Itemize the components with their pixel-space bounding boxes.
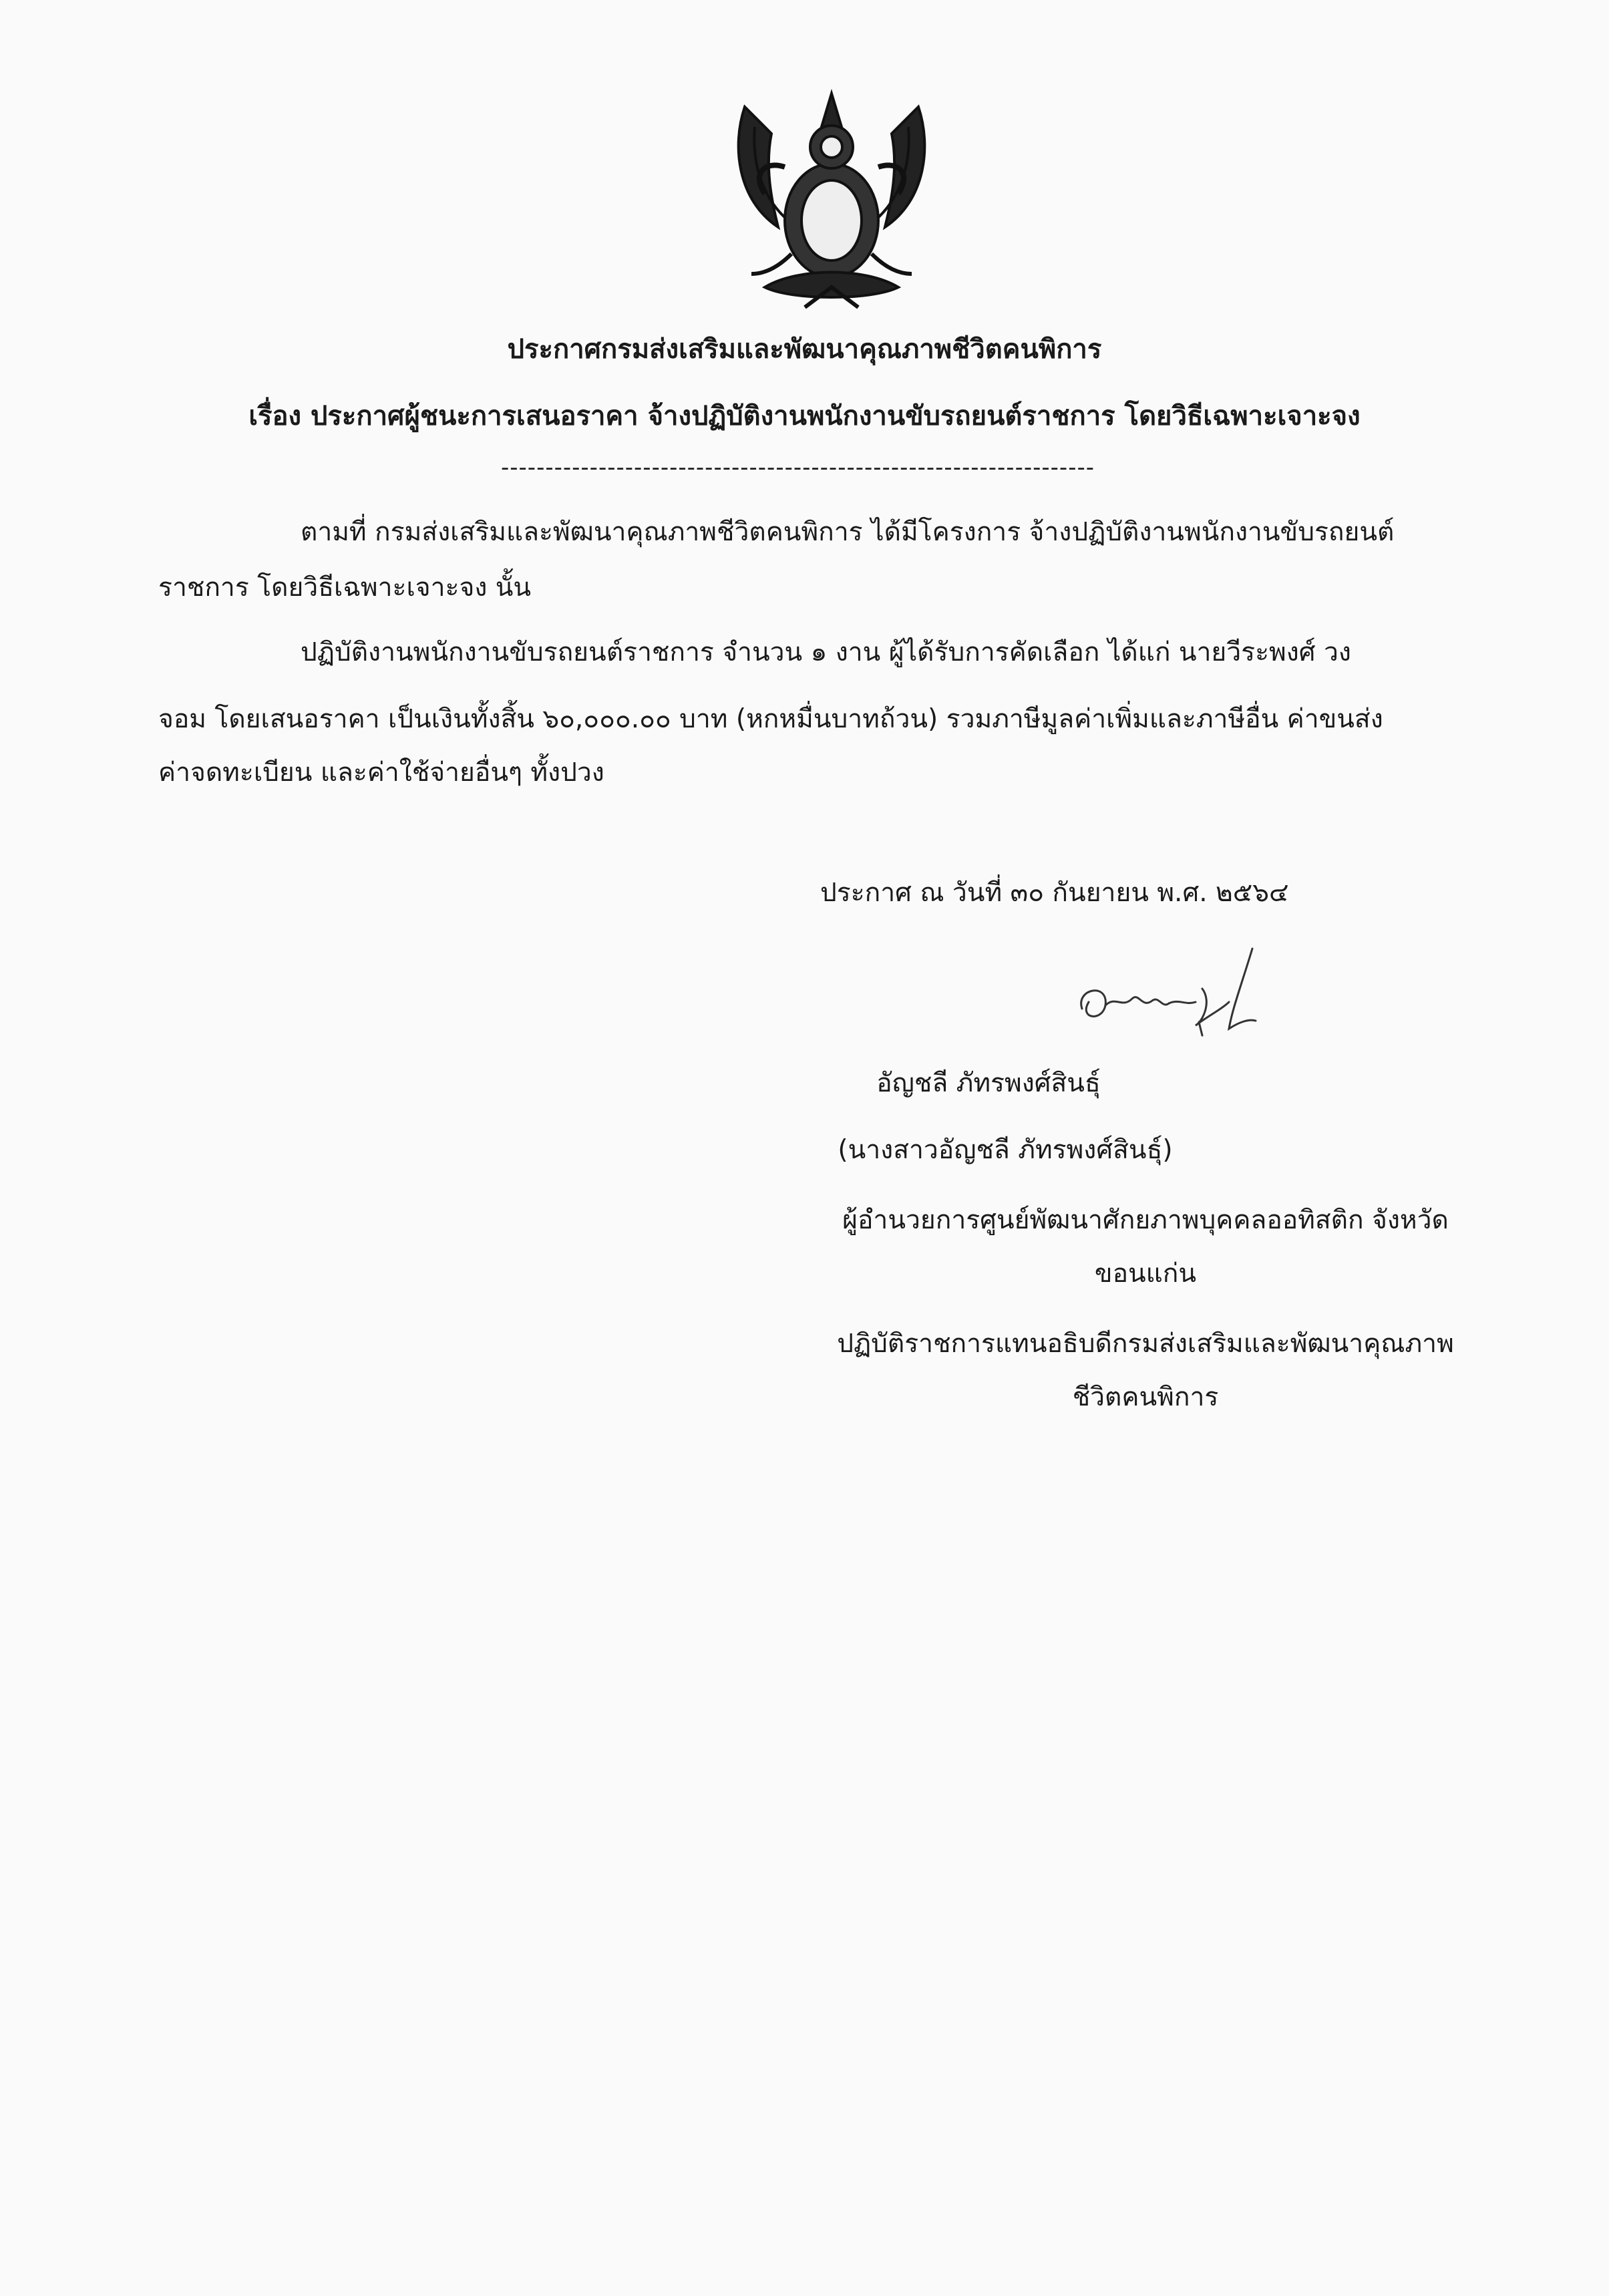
signer-position-line-1: ผู้อำนวยการศูนย์พัฒนาศักยภาพบุคคลออทิสติก จังหวัด bbox=[842, 1205, 1449, 1235]
paragraph-1-line-2: ราชการ โดยวิธีเฉพาะเจาะจง นั้น bbox=[158, 572, 532, 603]
title-divider: ------------------------------------------------------------------- bbox=[501, 454, 1095, 481]
signature-icon bbox=[1069, 942, 1269, 1049]
signer-position-line-3: ปฏิบัติราชการแทนอธิบดีกรมส่งเสริมและพัฒนาคุณภาพ bbox=[837, 1329, 1454, 1359]
signer-printed-name: อัญชลี ภัทรพงศ์สินธุ์ bbox=[876, 1068, 1101, 1098]
signer-full-name: (นางสาวอัญชลี ภัทรพงศ์สินธุ์) bbox=[838, 1135, 1173, 1165]
announcement-title: ประกาศกรมส่งเสริมและพัฒนาคุณภาพชีวิตคนพิการ bbox=[507, 334, 1102, 365]
signer-position-line-4: ชีวิตคนพิการ bbox=[1072, 1382, 1219, 1412]
announcement-subject: เรื่อง ประกาศผู้ชนะการเสนอราคา จ้างปฏิบัติงานพนักงานขับรถยนต์ราชการ โดยวิธีเฉพาะเจาะจง bbox=[248, 401, 1361, 432]
garuda-emblem-icon bbox=[725, 87, 938, 321]
paragraph-2-line-1: ปฏิบัติงานพนักงานขับรถยนต์ราชการ จำนวน ๑ งาน ผู้ได้รับการคัดเลือก ได้แก่ นายวีระพงศ์ วง bbox=[301, 637, 1351, 667]
announcement-date: ประกาศ ณ วันที่ ๓๐ กันยายน พ.ศ. ๒๕๖๔ bbox=[820, 878, 1289, 908]
paragraph-1-line-1: ตามที่ กรมส่งเสริมและพัฒนาคุณภาพชีวิตคนพิการ ได้มีโครงการ จ้างปฏิบัติงานพนักงานขับรถยนต์ bbox=[301, 517, 1395, 547]
paragraph-2-line-2: จอม โดยเสนอราคา เป็นเงินทั้งสิ้น ๖๐,๐๐๐.๐๐ บาท (หกหมื่นบาทถ้วน) รวมภาษีมูลค่าเพิ่มและภาษีอื่น ค่าขนส่ง bbox=[158, 704, 1383, 734]
signer-position-line-2: ขอนแก่น bbox=[1094, 1259, 1197, 1289]
paragraph-2-line-3: ค่าจดทะเบียน และค่าใช้จ่ายอื่นๆ ทั้งปวง bbox=[158, 758, 604, 788]
